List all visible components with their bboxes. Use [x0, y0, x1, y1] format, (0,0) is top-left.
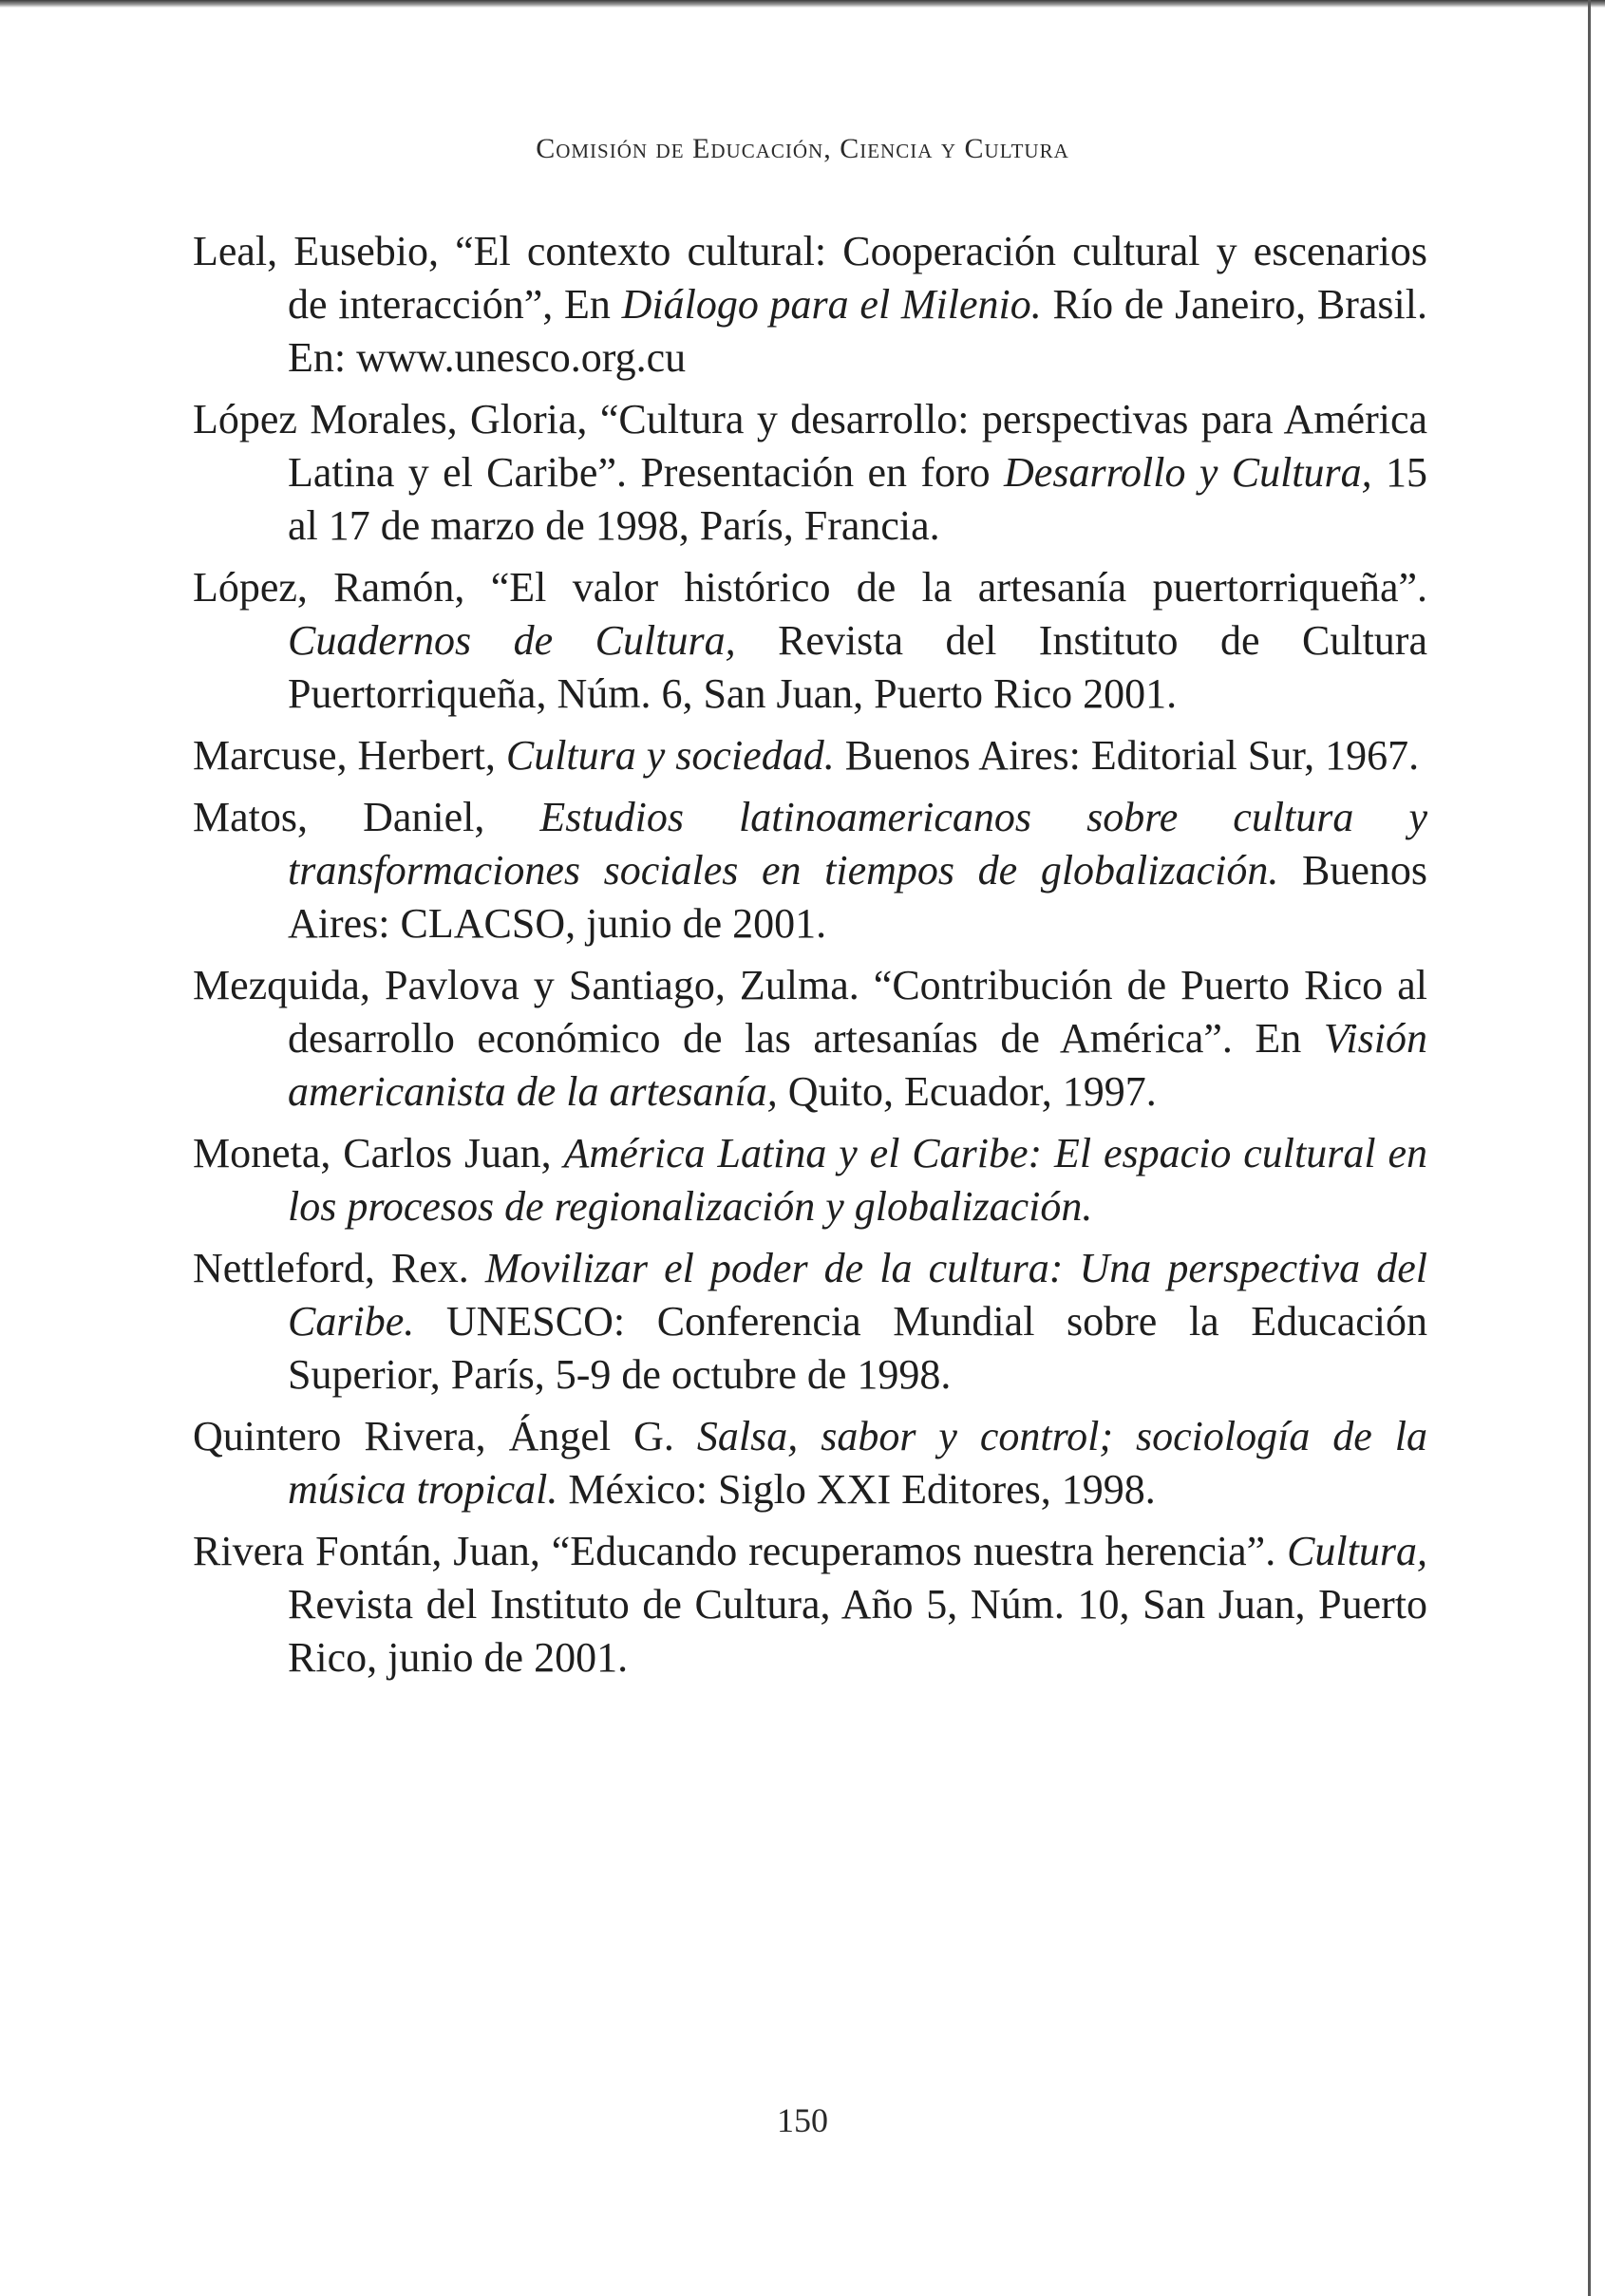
entry-title-italic: América Latina y el Caribe: El espacio cultural en los procesos de regionalización y globalización.: [288, 1130, 1427, 1230]
entry-title-italic: Estudios latinoamericanos sobre cultura y transformaciones sociales en tiempos de globalización.: [288, 794, 1427, 894]
bibliography-entry: [193, 791, 1427, 950]
entry-text: Buenos Aires: Editorial Sur, 1967.: [834, 732, 1420, 779]
entry-text: Quintero Rivera, Ángel G.: [193, 1413, 697, 1459]
entry-text: México: Siglo XXI Editores, 1998.: [557, 1466, 1156, 1513]
entry-text: UNESCO: Conferencia Mundial sobre la Educación Superior, París, 5-9 de octubre de 1998.: [288, 1298, 1427, 1398]
entry-title-italic: Visión americanista de la artesanía,: [288, 1015, 1427, 1115]
bibliography-entry: [193, 561, 1427, 721]
entry-text: Leal, Eusebio, “El contexto cultural: Cooperación cultural y escenarios de interacción”, En: [193, 228, 1427, 328]
bibliography-entry: [193, 1410, 1427, 1516]
entry-title-italic: Movilizar el poder de la cultura: Una perspectiva del Caribe.: [288, 1245, 1427, 1345]
page-number: 150: [777, 2101, 828, 2139]
entry-text: Marcuse, Herbert,: [193, 732, 506, 779]
running-head: Comisión de Educación, Ciencia y Cultura: [536, 133, 1069, 164]
bibliography-entry: [193, 393, 1427, 553]
entry-title-italic: Cuadernos de Cultura,: [288, 617, 736, 664]
page-edge-shadow: [1588, 0, 1591, 2296]
entry-text: Quito, Ecuador, 1997.: [777, 1068, 1157, 1115]
bibliography-entry: [193, 729, 1427, 782]
entry-text: Moneta, Carlos Juan,: [193, 1130, 564, 1176]
bibliography-list: [193, 225, 1427, 1693]
entry-title-italic: Salsa, sabor y control; sociología de la música tropical.: [288, 1413, 1428, 1513]
entry-title-italic: Diálogo para el Milenio.: [621, 281, 1042, 328]
entry-text: Rivera Fontán, Juan, “Educando recuperamos nuestra herencia”.: [193, 1528, 1288, 1574]
top-edge-rule: [0, 0, 1605, 8]
entry-title-italic: Desarrollo y Cultura,: [1004, 449, 1372, 496]
bibliography-entry: [193, 1127, 1427, 1233]
bibliography-entry: [193, 1525, 1427, 1684]
entry-text: 15 al 17 de marzo de 1998, París, Francia.: [288, 449, 1427, 549]
entry-text: Revista del Instituto de Cultura Puertorriqueña, Núm. 6, San Juan, Puerto Rico 2001.: [288, 617, 1427, 717]
bibliography-entry: [193, 959, 1427, 1119]
bibliography-entry: [193, 1242, 1427, 1402]
bibliography-entry: [193, 225, 1427, 385]
entry-text: Buenos Aires: CLACSO, junio de 2001.: [288, 847, 1427, 947]
entry-text: Mezquida, Pavlova y Santiago, Zulma. “Contribución de Puerto Rico al desarrollo económico de las artesanías de América”. En: [193, 962, 1427, 1062]
entry-text: López Morales, Gloria, “Cultura y desarrollo: perspectivas para América Latina y el Caribe”. Presentación en foro: [193, 396, 1427, 496]
entry-text: Nettleford, Rex.: [193, 1245, 485, 1291]
entry-text: Matos, Daniel,: [193, 794, 540, 840]
entry-title-italic: Cultura,: [1287, 1528, 1427, 1574]
entry-text: Río de Janeiro, Brasil. En: www.unesco.org.cu: [288, 281, 1427, 381]
entry-text: Revista del Instituto de Cultura, Año 5, Núm. 10, San Juan, Puerto Rico, junio de 2001.: [288, 1581, 1427, 1681]
entry-text: López, Ramón, “El valor histórico de la artesanía puertorriqueña”.: [193, 564, 1427, 611]
entry-title-italic: Cultura y sociedad.: [505, 732, 835, 779]
